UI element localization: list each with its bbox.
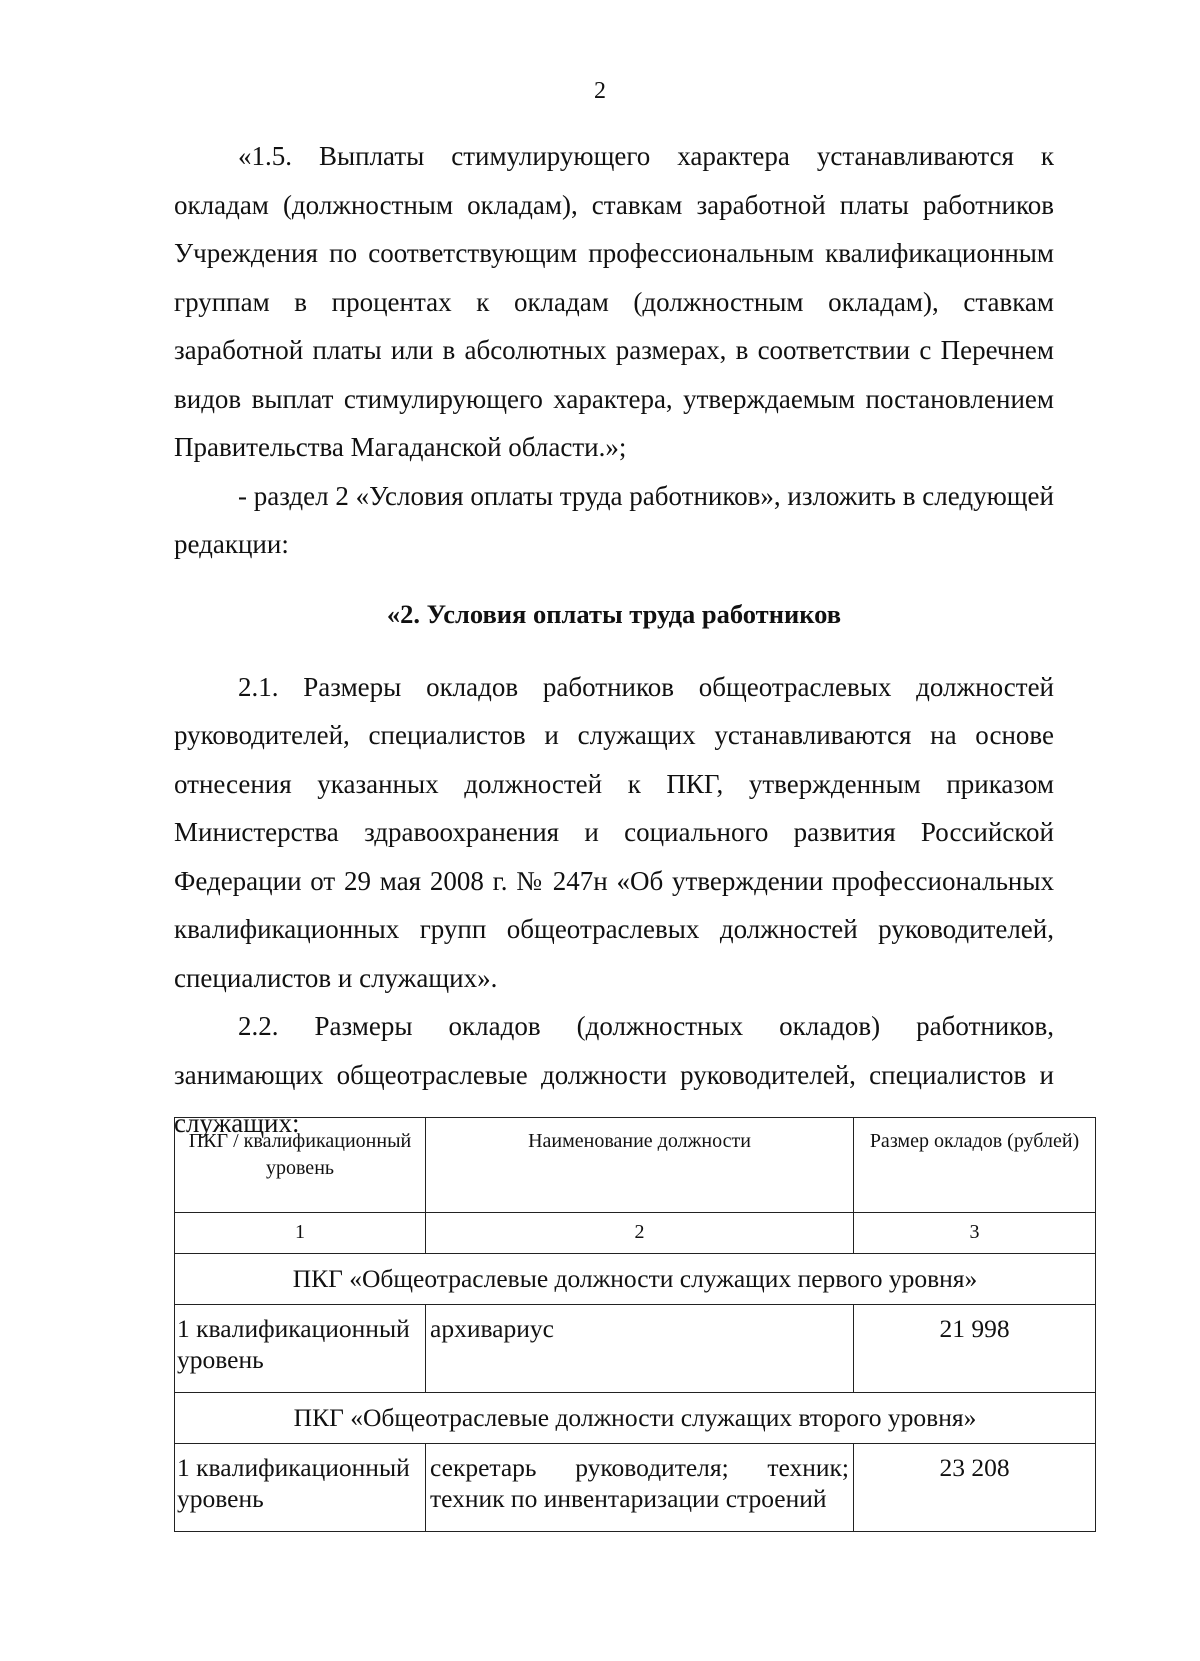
section-heading: «2. Условия оплаты труда работников xyxy=(386,598,842,629)
position-names: секретарь руководителя; техник; техник по инвентаризации строений xyxy=(426,1444,854,1532)
table-row xyxy=(175,1305,1096,1393)
column-number: 1 xyxy=(175,1213,426,1254)
paragraph-2-1: 2.1. Размеры окладов работников общеотраслевых должностей руководителей, специалистов и служащих устанавливаются на основе отнесения указанных должностей к ПКГ, утвержденным приказом Министерства здравоохранения и социального развития Российской Федерации от 29 мая 2008 г. № 247н «Об утверждении профессиональных квалификационных групп общеотраслевых должностей руководителей, специалистов и служащих». xyxy=(174,671,1054,993)
salary-value: 23 208 xyxy=(854,1444,1096,1532)
salary-table xyxy=(174,1117,1096,1532)
table-header-row xyxy=(175,1118,1096,1213)
column-number: 2 xyxy=(426,1213,854,1254)
header-position: Наименование должности xyxy=(426,1118,854,1213)
group-title: ПКГ «Общеотраслевые должности служащих второго уровня» xyxy=(175,1393,1096,1444)
document-body xyxy=(174,132,1054,1148)
paragraph-2-2: 2.2. Размеры окладов (должностных окладов) работников, занимающих общеотраслевые должности руководителей, специалистов и служащих: xyxy=(174,1011,1054,1138)
table-group-row xyxy=(175,1393,1096,1444)
qualification-level: 1 квалификационный уровень xyxy=(175,1444,426,1532)
header-salary: Размер окладов (рублей) xyxy=(854,1118,1096,1213)
paragraph-section-2-intro: - раздел 2 «Условия оплаты труда работников», изложить в следующей редакции: xyxy=(174,480,1054,559)
qualification-level: 1 квалификационный уровень xyxy=(175,1305,426,1393)
paragraph-1-5: «1.5. Выплаты стимулирующего характера устанавливаются к окладам (должностным окладам), ставкам заработной платы работников Учреждения по соответствующим профессиональным квалификационным группам в процентах к окладам (должностным окладам), ставкам заработной платы или в абсолютных размерах, в соответствии с Перечнем видов выплат стимулирующего характера, утверждаемым постановлением Правительства Магаданской области.»; xyxy=(174,141,1054,462)
position-names: архивариус xyxy=(426,1305,854,1393)
salary-value: 21 998 xyxy=(854,1305,1096,1393)
column-number: 3 xyxy=(854,1213,1096,1254)
page-number: 2 xyxy=(594,78,606,104)
table-column-numbers-row xyxy=(175,1213,1096,1254)
table-row xyxy=(175,1444,1096,1532)
table-group-row xyxy=(175,1254,1096,1305)
group-title: ПКГ «Общеотраслевые должности служащих первого уровня» xyxy=(175,1254,1096,1305)
header-level: ПКГ / квалификационный уровень xyxy=(175,1118,426,1213)
